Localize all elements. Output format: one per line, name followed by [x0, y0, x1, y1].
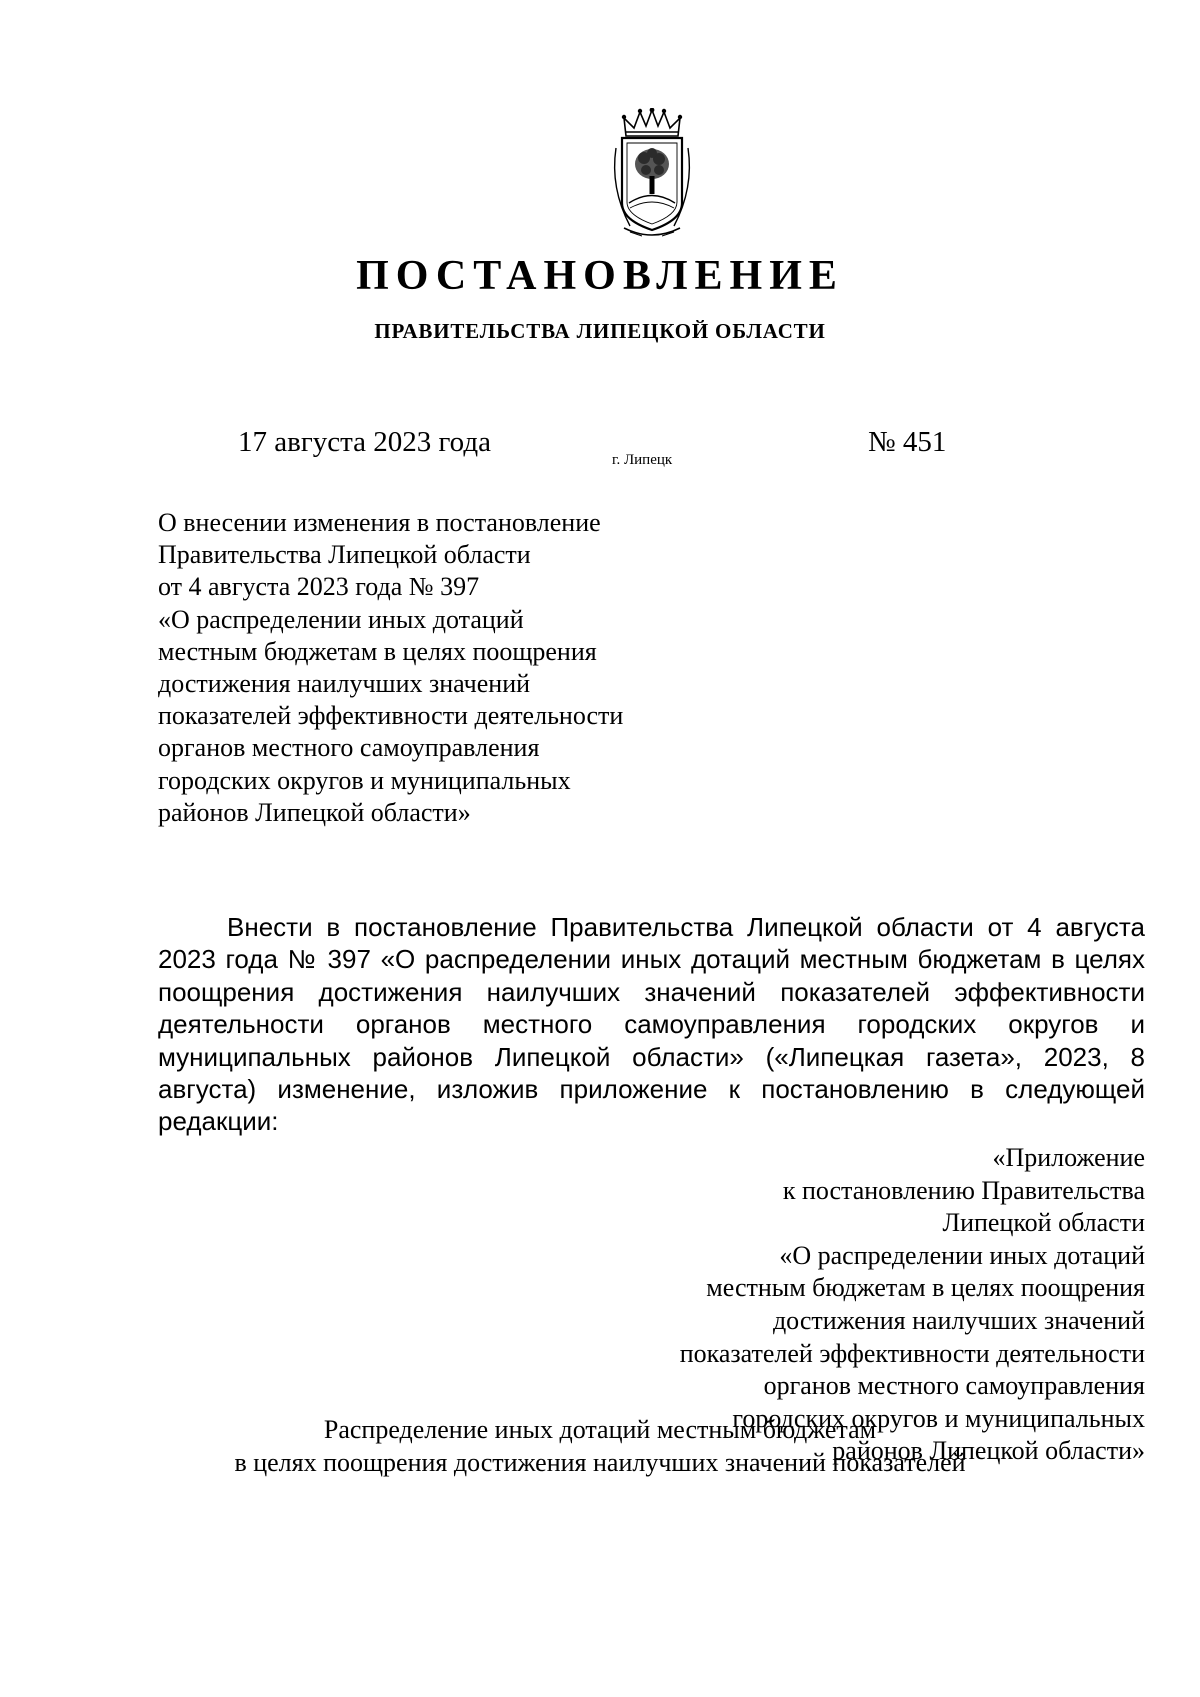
document-date: 17 августа 2023 года — [238, 426, 491, 458]
paragraph-line: 2023 года № 397 «О распределении иных дотаций местным бюджетам в целях — [158, 944, 1145, 975]
paragraph-line: редакции: — [158, 1106, 279, 1137]
appendix-line: показателей эффективности деятельности — [679, 1338, 1145, 1368]
subject-line: О внесении изменения в постановление — [158, 508, 601, 537]
subject-line: показателей эффективности деятельности — [158, 701, 624, 731]
paragraph-line: муниципальных районов Липецкой области» («Липецкая газета», 2023, 8 — [158, 1041, 1145, 1072]
subject-line: городских округов и муниципальных — [158, 765, 571, 795]
document-subject — [158, 507, 718, 829]
heading-line: в целях поощрения достижения наилучших значений показателей — [234, 1448, 966, 1477]
appendix-line: достижения наилучших значений — [772, 1305, 1145, 1335]
heading-line: Распределение иных дотаций местным бюджетам — [323, 1415, 877, 1444]
appendix-line: органов местного самоуправления — [763, 1371, 1145, 1401]
resolution-paragraph — [158, 911, 1145, 1138]
document-number: № 451 — [868, 426, 947, 458]
document-city: г. Липецк — [612, 452, 673, 468]
paragraph-line: августа) изменение, изложив приложение к постановлению в следующей — [158, 1074, 1145, 1105]
appendix-line: «Приложение — [992, 1143, 1145, 1172]
subject-line: органов местного самоуправления — [158, 733, 540, 763]
appendix-line: городских округов и муниципальных — [732, 1403, 1145, 1433]
appendix-line: Липецкой области — [942, 1208, 1145, 1238]
appendix-line: местным бюджетам в целях поощрения — [706, 1273, 1145, 1303]
document-issuer: ПРАВИТЕЛЬСТВА ЛИПЕЦКОЙ ОБЛАСТИ — [374, 319, 826, 343]
subject-line: от 4 августа 2023 года № 397 — [158, 572, 480, 602]
coat-of-arms-icon — [602, 108, 702, 241]
subject-line: «О распределении иных дотаций — [158, 604, 524, 634]
subject-line: районов Липецкой области» — [158, 797, 471, 827]
subject-line: Правительства Липецкой области — [158, 540, 531, 570]
appendix-line: районов Липецкой области» — [832, 1436, 1145, 1466]
subject-line: достижения наилучших значений — [158, 669, 531, 699]
appendix-line: «О распределении иных дотаций — [779, 1240, 1145, 1270]
paragraph-line: поощрения достижения наилучших значений показателей эффективности — [158, 976, 1145, 1007]
subject-line: местным бюджетам в целях поощрения — [158, 636, 597, 666]
section-heading — [0, 1413, 1200, 1479]
paragraph-line: Внести в постановление Правительства Липецкой области от 4 августа — [227, 912, 1145, 942]
document-title: ПОСТАНОВЛЕНИЕ — [356, 253, 844, 299]
paragraph-line: деятельности органов местного самоуправления городских округов и — [158, 1009, 1145, 1040]
appendix-line: к постановлению Правительства — [782, 1175, 1145, 1205]
